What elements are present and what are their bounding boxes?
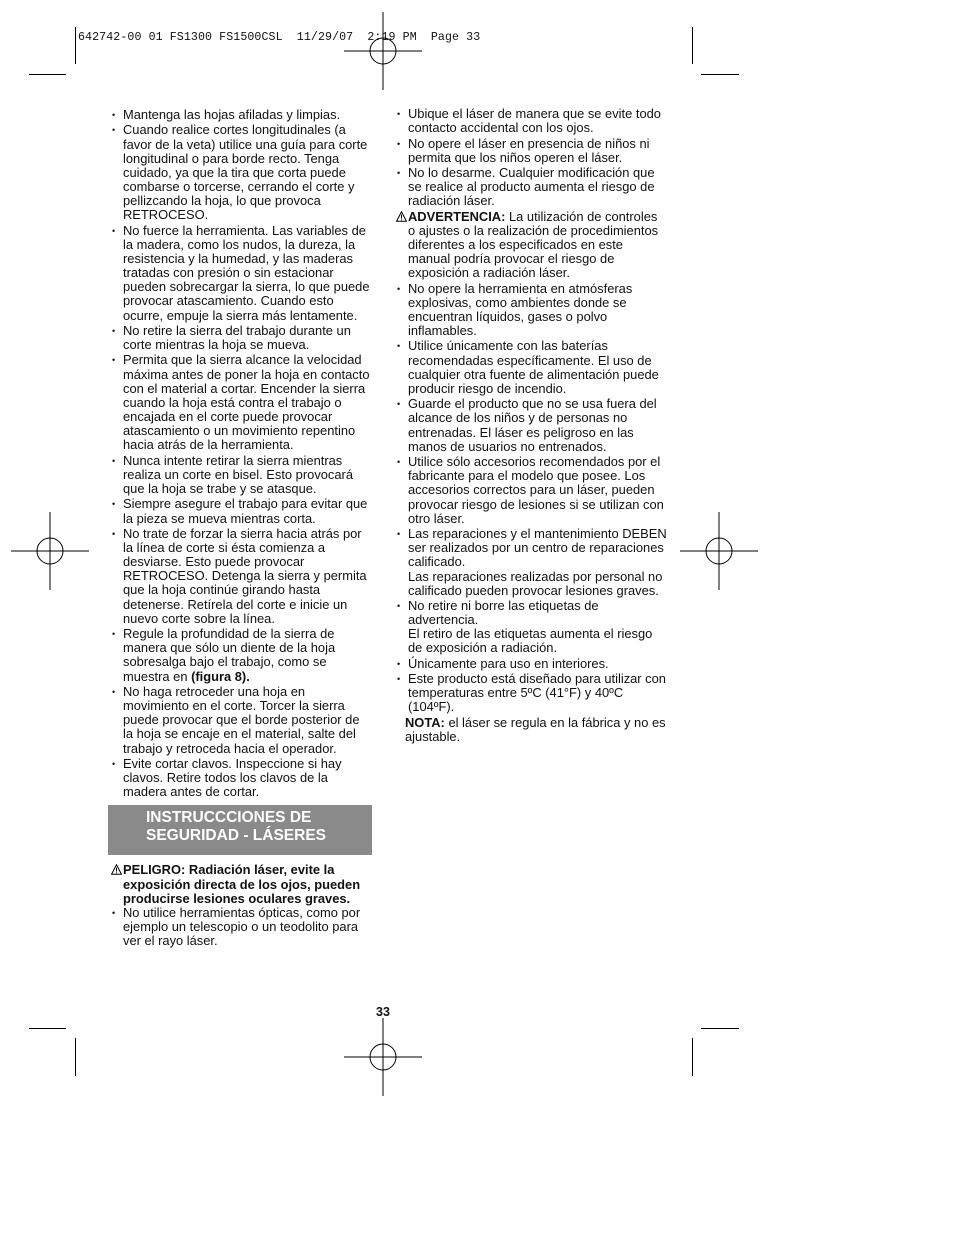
registration-mark-icon: [680, 512, 758, 590]
warning-notice: [396, 210, 668, 281]
page-number: 33: [376, 1005, 390, 1019]
list-item: • No haga retroceder una hoja en movimiento en el corte. Torcer la sierra puede provocar que el borde posterior de la hoja se encaje en el material, salte del trabajo y retroceda hacia el operador.: [111, 685, 373, 756]
section-heading: [108, 805, 372, 855]
list-item: • Las reparaciones y el mantenimiento DEBEN ser realizados por un centro de reparaciones calificado.: [396, 527, 668, 569]
danger-notice: [111, 863, 373, 905]
danger-text: Radiación láser, evite la exposición directa de los ojos, pueden producirse lesiones oculares graves.: [123, 862, 361, 906]
crop-mark: [75, 27, 76, 64]
figure-reference: (figura 8).: [191, 668, 250, 684]
list-item: • Este producto está diseñado para utilizar con temperaturas entre 5ºC (41°F) y 40ºC (104ºF).: [396, 672, 668, 714]
note-paragraph: [396, 716, 668, 744]
paragraph: Las reparaciones realizadas por personal no calificado pueden provocar lesiones graves.: [408, 568, 663, 598]
crop-mark: [75, 1038, 76, 1076]
list-item: • Siempre asegure el trabajo para evitar que la pieza se mueva mientras corta.: [111, 497, 373, 525]
crop-mark: [692, 27, 693, 64]
crop-mark: [692, 1038, 693, 1076]
list-item: • Permita que la sierra alcance la velocidad máxima antes de poner la hoja en contacto con el material a cortar. Encender la sierra cuando la hoja está contra el trabajo o encajada en el corte puede provocar atascamiento o un movimiento repentino hacia atrás de la herramienta.: [111, 353, 373, 452]
crop-mark: [29, 74, 66, 75]
crop-mark: [701, 74, 739, 75]
list-item: • Evite cortar clavos. Inspeccione si hay clavos. Retire todos los clavos de la madera antes de cortar.: [111, 757, 373, 799]
list-item: • Guarde el producto que no se usa fuera del alcance de los niños y de personas no entrenadas. El láser es peligroso en las manos de usuarios no entrenados.: [396, 397, 668, 454]
list-item: • Utilice sólo accesorios recomendados por el fabricante para el modelo que posee. Los accesorios correctos para un láser, pueden provocar riesgo de lesiones si se utilizan con otro láser.: [396, 455, 668, 526]
registration-mark-icon: [344, 12, 422, 90]
section-heading-line: SEGURIDAD - LÁSERES: [146, 826, 326, 844]
list-item: • No utilice herramientas ópticas, como por ejemplo un telescopio o un teodolito para ver el rayo láser.: [111, 906, 373, 948]
note-label: NOTA:: [405, 714, 445, 730]
danger-label: PELIGRO:: [123, 862, 186, 878]
list-item: • No fuerce la herramienta. Las variables de la madera, como los nudos, la dureza, la resistencia y la humedad, y las maderas tratadas con presión o sin estacionar pueden sobrecargar la sierra, lo que puede provocar atascamiento. Cuando esto ocurre, empuje la sierra más lentamente.: [111, 224, 373, 323]
list-item: • Nunca intente retirar la sierra mientras realiza un corte en bisel. Esto provocará que la hoja se trabe y se atasque.: [111, 454, 373, 496]
warning-triangle-icon: [111, 864, 122, 875]
warning-label: ADVERTENCIA:: [408, 208, 506, 224]
list-item: • No opere el láser en presencia de niños ni permita que los niños operen el láser.: [396, 137, 668, 165]
list-item: • Mantenga las hojas afiladas y limpias.: [111, 108, 373, 122]
crop-mark: [701, 1028, 739, 1029]
registration-mark-icon: [11, 512, 89, 590]
list-item: • Utilice únicamente con las baterías recomendadas específicamente. El uso de cualquier otra fuente de alimentación puede producir riesgo de incendio.: [396, 339, 668, 396]
crop-mark: [29, 1028, 66, 1029]
left-column: [111, 108, 373, 948]
warning-triangle-icon: [396, 211, 407, 222]
list-item: • No trate de forzar la sierra hacia atrás por la línea de corte si ésta comienza a desviarse. Esto puede provocar RETROCESO. Detenga la sierra y permita que la hoja continúe girando hasta detenerse. Retírela del corte e inicie un nuevo corte sobre la línea.: [111, 527, 373, 626]
list-item: • Únicamente para uso en interiores.: [396, 657, 668, 671]
list-item: [111, 627, 373, 684]
section-heading-line: INSTRUCCCIONES DE: [146, 809, 312, 827]
paragraph: El retiro de las etiquetas aumenta el riesgo de exposición a radiación.: [408, 626, 653, 656]
list-item: • No lo desarme. Cualquier modificación que se realice al producto aumenta el riesgo de radiación láser.: [396, 166, 668, 208]
list-item: • Cuando realice cortes longitudinales (a favor de la veta) utilice una guía para corte longitudinal o para borde recto. Tenga cuidado, ya que la tira que corta puede combarse o torcerse, cerrando el corte y pellizcando la hoja, lo que provoca RETROCESO.: [111, 123, 373, 222]
list-item: • No retire ni borre las etiquetas de advertencia.: [396, 599, 668, 627]
list-item-text: Regule la profundidad de la sierra de manera que sólo un diente de la hoja sobresalga bajo el trabajo, como se muestra en: [123, 626, 336, 684]
list-item: • No opere la herramienta en atmósferas explosivas, como ambientes donde se encuentran líquidos, gases o polvo inflamables.: [396, 282, 668, 339]
list-item: • No retire la sierra del trabajo durante un corte mientras la hoja se mueva.: [111, 324, 373, 352]
right-column: [396, 107, 668, 744]
list-item: • Ubique el láser de manera que se evite todo contacto accidental con los ojos.: [396, 107, 668, 135]
note-text: el láser se regula en la fábrica y no es ajustable.: [405, 714, 666, 744]
print-slug-line: 642742-00 01 FS1300 FS1500CSL 11/29/07 2:19 PM Page 33: [78, 31, 481, 44]
registration-mark-icon: [344, 1018, 422, 1096]
warning-text: La utilización de controles o ajustes o la realización de procedimientos diferentes a los especificados en este manual podría provocar el riesgo de exposición a radiación láser.: [408, 208, 659, 281]
